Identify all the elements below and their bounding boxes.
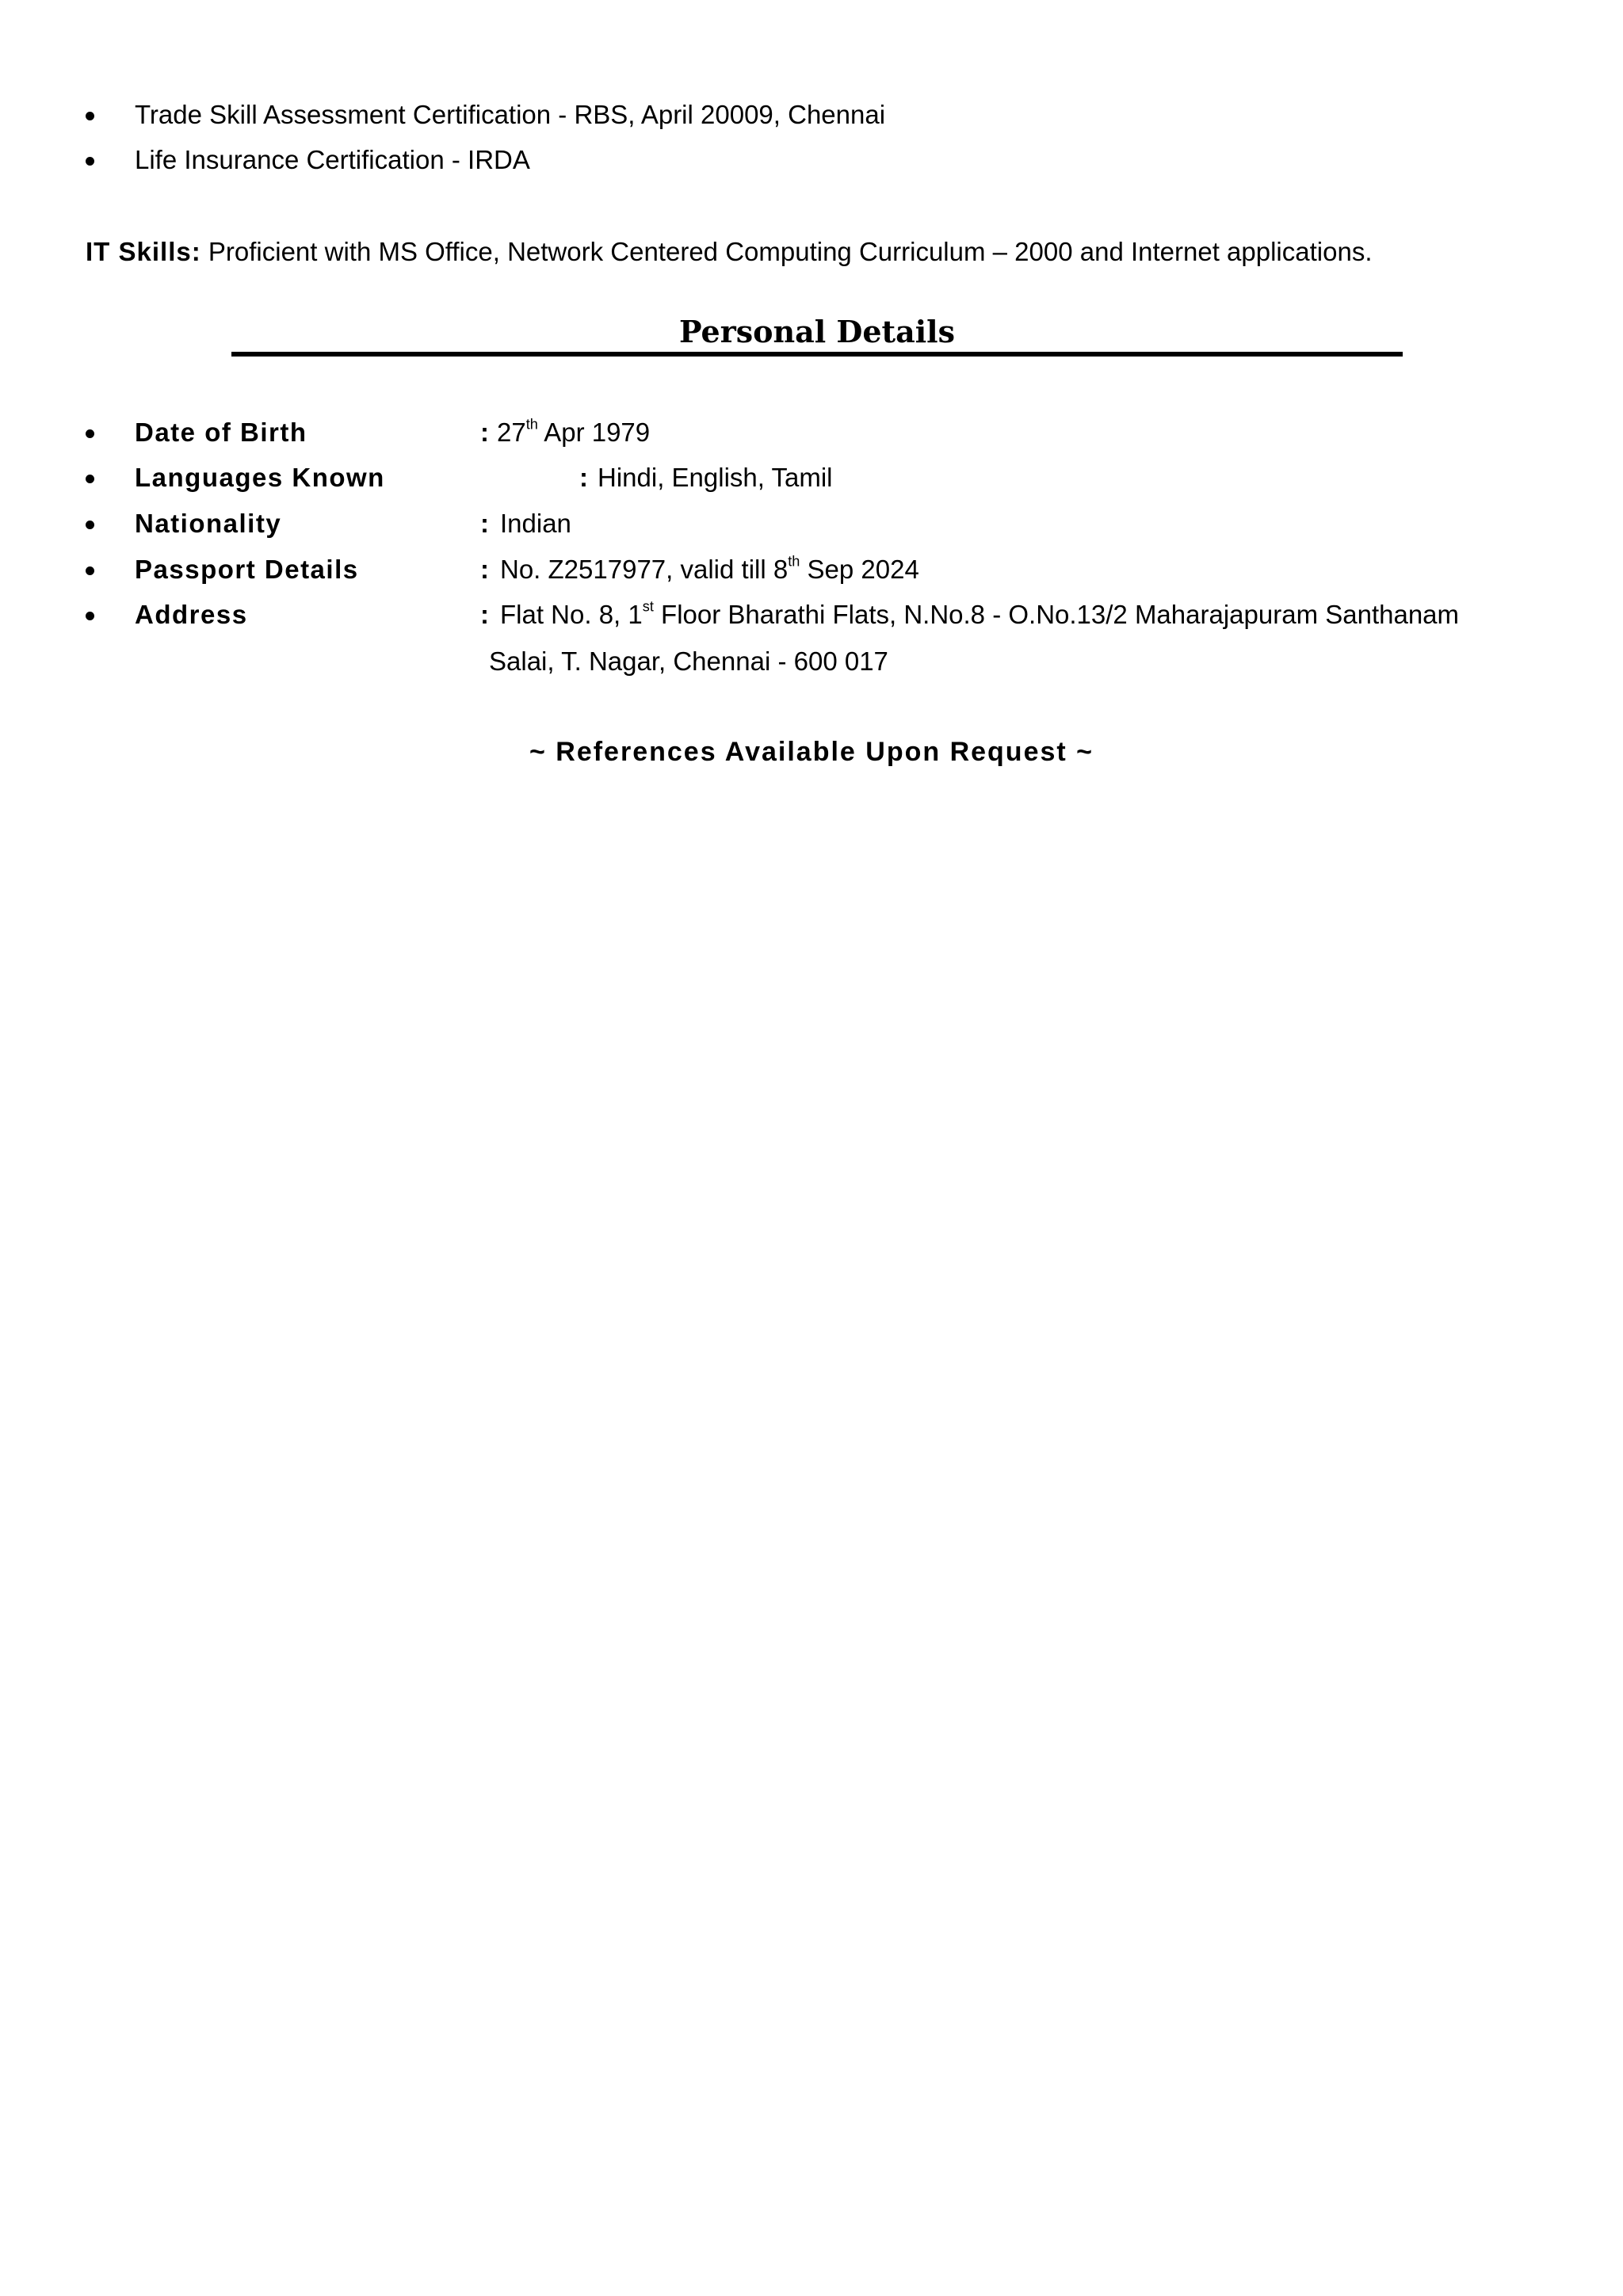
bullet-icon bbox=[86, 475, 94, 483]
detail-value: Indian bbox=[500, 509, 571, 538]
bullet-icon bbox=[86, 521, 94, 529]
bullet-icon bbox=[86, 157, 94, 166]
it-skills bbox=[86, 232, 1373, 272]
detail-value: No. Z2517977, valid till 8th Sep 2024 bbox=[500, 553, 919, 584]
detail-colon: : bbox=[480, 509, 489, 538]
certification-text: Life Insurance Certification - IRDA bbox=[135, 145, 530, 174]
references-note: ~ References Available Upon Request ~ bbox=[529, 737, 1094, 767]
section-title: Personal Details bbox=[679, 314, 955, 349]
detail-value: 27th Apr 1979 bbox=[497, 416, 651, 447]
bullet-icon bbox=[86, 612, 94, 620]
detail-colon: : bbox=[480, 418, 489, 447]
detail-colon: : bbox=[579, 463, 588, 492]
detail-colon: : bbox=[480, 555, 489, 584]
detail-value: Hindi, English, Tamil bbox=[598, 463, 833, 492]
detail-value: Flat No. 8, 1st Floor Bharathi Flats, N.No.8 - O.No.13/2 Maharajapuram Santhanam bbox=[500, 598, 1460, 629]
detail-label: Address bbox=[135, 600, 248, 629]
section-divider bbox=[231, 352, 1403, 357]
bullet-icon bbox=[86, 112, 94, 120]
certification-text: Trade Skill Assessment Certification - RBS, April 20009, Chennai bbox=[135, 100, 886, 129]
bullet-icon bbox=[86, 429, 94, 438]
detail-colon: : bbox=[480, 600, 489, 629]
it-skills-label: IT Skills: bbox=[86, 237, 201, 266]
bullet-icon bbox=[86, 566, 94, 575]
address-line-2: Salai, T. Nagar, Chennai - 600 017 bbox=[489, 646, 888, 676]
detail-label: Languages Known bbox=[135, 463, 385, 492]
it-skills-text: Proficient with MS Office, Network Centered Computing Curriculum – 2000 and Internet applications. bbox=[208, 237, 1373, 266]
detail-label: Nationality bbox=[135, 509, 282, 538]
detail-label: Date of Birth bbox=[135, 418, 307, 447]
detail-label: Passport Details bbox=[135, 555, 359, 584]
